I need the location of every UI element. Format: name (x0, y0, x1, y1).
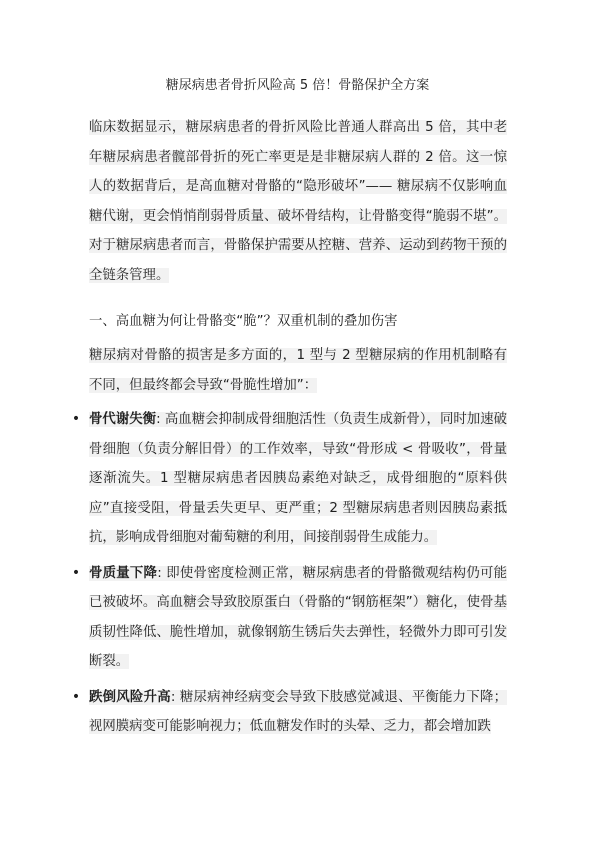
bullet-list (71, 405, 507, 748)
bullet-dot-icon: • (71, 564, 81, 581)
section-lead-text: 糖尿病对骨骼的损害是多方面的，1 型与 2 型糖尿病的作用机制略有不同，但最终都会导致“骨脆性增加”： (89, 348, 507, 393)
list-item-term: 骨代谢失衡 (89, 412, 157, 427)
intro-text: 临床数据显示，糖尿病患者的骨折风险比普通人群高出 5 倍，其中老年糖尿病患者髋部骨折的死亡率更是是非糖尿病人群的 2 倍。这一惊人的数据背后，是高血糖对骨骼的“隐形破坏”—— 糖尿病不仅影响血糖代谢，更会悄悄削弱骨质量、破坏骨结构，让骨骼变得“脆弱不堪”。对于糖尿病患者而言，骨骼保护需要从控糖、营养、运动到药物干预的全链条管理。 (89, 120, 507, 283)
bullet-dot-icon: • (71, 411, 81, 427)
list-item-content (89, 690, 507, 735)
list-item (71, 683, 507, 742)
section-lead-paragraph (89, 341, 507, 400)
list-item-text: : 即使骨密度检测正常，糖尿病患者的骨骼微观结构仍可能已被破坏。高血糖会导致胶原蛋白（骨骼的“钢筋框架”）糖化，使骨基质韧性降低、脆性增加，就像钢筋生锈后失去弹性，轻微外力即可引发断裂。 (89, 565, 507, 669)
page-title: 糖尿病患者骨折风险高 5 倍！骨骼保护全方案 (165, 78, 430, 93)
list-item (71, 405, 507, 553)
section-heading: 一、高血糖为何让骨骼变“脆”？双重机制的叠加伤害 (89, 314, 398, 329)
list-item (71, 559, 507, 677)
list-item-term: 跌倒风险升高 (89, 689, 171, 705)
list-item-term: 骨质量下降 (89, 565, 158, 581)
list-item-text: : 糖尿病神经病变会导致下肢感觉减退、平衡能力下降；视网膜病变可能影响视力；低血糖发作时的头晕、乏力，都会增加跌 (89, 689, 507, 734)
list-item-text: : 高血糖会抑制成骨细胞活性（负责生成新骨），同时加速破骨细胞（负责分解旧骨）的工作效率，导致“骨形成 < 骨吸收”，骨量逐渐流失。1 型糖尿病患者因胰岛素绝对缺乏，成骨细胞的“原料供应”直接受阻，骨量丢失更早、更严重；2 型糖尿病患者则因胰岛素抵抗，影响成骨细胞对葡萄糖的利用，间接削弱骨生成能力。 (89, 412, 507, 545)
intro-paragraph (89, 113, 507, 290)
list-item-content (89, 566, 507, 670)
list-item-content (89, 412, 507, 545)
bullet-dot-icon: • (71, 688, 81, 705)
